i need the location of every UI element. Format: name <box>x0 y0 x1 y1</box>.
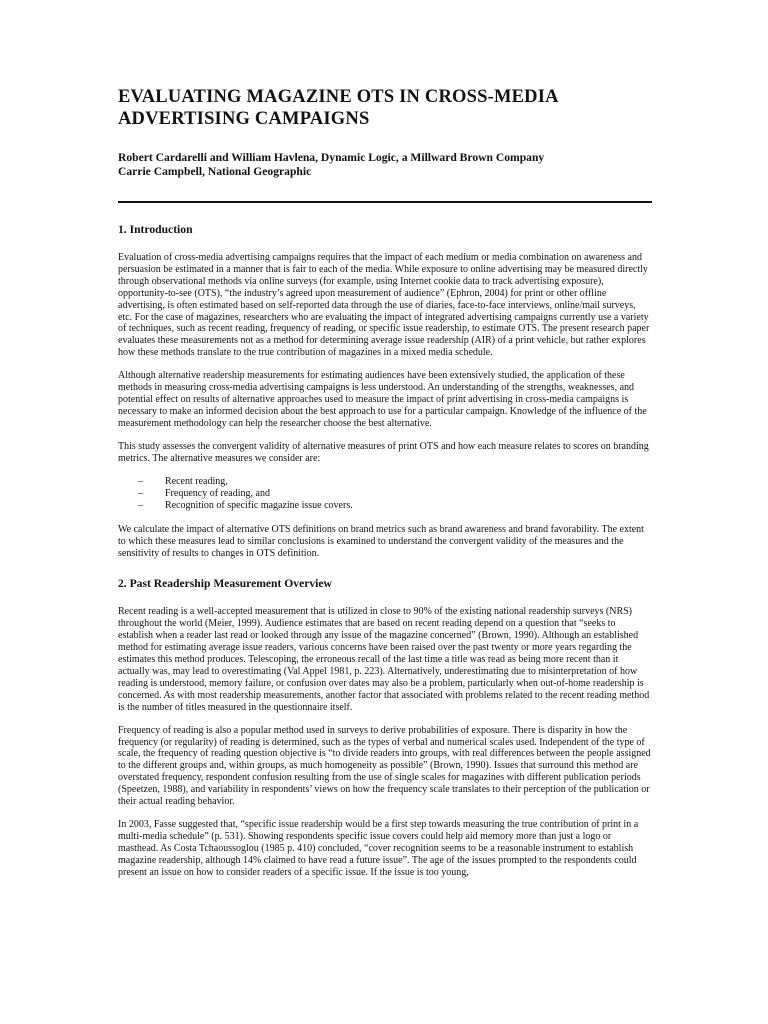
paragraph: We calculate the impact of alternative OTS definitions on brand metrics such as brand awareness and brand favorability. The extent to which these measures lead to similar conclusions is examined to understand the convergent validity of the measures and the sensitivity of results to changes in OTS definition. <box>118 523 644 559</box>
list-item-text: Recognition of specific magazine issue covers. <box>165 500 353 512</box>
title-line: ADVERTISING CAMPAIGNS <box>118 109 370 129</box>
title-line: EVALUATING MAGAZINE OTS IN CROSS-MEDIA <box>118 87 559 107</box>
paragraph: Frequency of reading is also a popular method used in surveys to derive probabilities of exposure. There is disparity in how the frequency (or regularity) of reading is determined, such as the types of verbal and numerical scales used. Independent of the type of scale, the frequency of reading question objective is “to divide readers into groups, with real differences between the people assigned to the different groups and, within groups, as much homogeneity as possible” (Brown, 1990). Issues that surround this method are overstated frequency, respondent confusion resulting from the use of single scales for magazines with different publication periods (Speetzen, 1988), and variability in respondents’ views on how the frequency scale translates to their perception of the publication or their actual reading behavior. <box>118 724 651 808</box>
list-item <box>118 500 652 512</box>
author-line: Carrie Campbell, National Geographic <box>118 165 312 178</box>
paragraph: In 2003, Fasse suggested that, “specific issue readership would be a first step towards measuring the true contribution of print in a multi-media schedule” (p. 531). Showing respondents specific issue covers could help aid memory more than just a logo or masthead. As Costa Tchaoussoglou (1985 p. 410) concluded, “cover recognition seems to be a reasonable instrument to establish magazine readership, although 14% claimed to have read a future issue”. The age of the issues prompted to the respondents could present an issue on how to consider readers of a specific issue. If the issue is too young, <box>118 818 639 878</box>
paragraph: Recent reading is a well-accepted measurement that is utilized in close to 90% of the existing national readership surveys (NRS) throughout the world (Meier, 1999). Audience estimates that are based on recent reading depend on a question that “seeks to establish when a reader last read or looked through any issue of the magazine concerned” (Brown, 1990). Although an established method for estimating average issue readers, various concerns have been raised over the past twenty or more years regarding the estimates this method produces. Telescoping, the erroneous recall of the last time a title was read as being more recent than it actually was, may lead to overestimating (Val Appel 1981, p. 223). Alternatively, underestimating due to misinterpretation of how reading is understood, memory failure, or confusion over dates may also be a problem, particularly when out-of-home readership is concerned. As with most readership measurements, another factor that associated with problems related to the recent reading method is the number of titles measured in the questionnaire itself. <box>118 606 650 713</box>
section-introduction <box>118 223 652 559</box>
list-item <box>118 476 652 488</box>
section-heading: 1. Introduction <box>118 223 193 236</box>
page-title <box>118 86 652 130</box>
dash-bullet: – <box>138 487 143 499</box>
author-line: Robert Cardarelli and William Havlena, Dynamic Logic, a Millward Brown Company <box>118 151 545 164</box>
dash-bullet: – <box>138 500 143 512</box>
section-heading: 2. Past Readership Measurement Overview <box>118 577 332 591</box>
paragraph: This study assesses the convergent validity of alternative measures of print OTS and how each measure relates to scores on branding metrics. The alternative measures we consider are: <box>118 440 649 464</box>
list-item-text: Frequency of reading, and <box>165 487 270 499</box>
list-item <box>118 488 652 500</box>
paragraph: Although alternative readership measurements for estimating audiences have been extensively studied, the application of these methods in measuring cross-media advertising campaigns is less understood. An understanding of the strengths, weaknesses, and potential effect on results of alternative approaches used to measure the impact of print advertising in cross-media campaigns is necessary to make an informed decision about the best approach to use for a particular campaign. Knowledge of the influence of the measurement methodology can help the researcher choose the best alternative. <box>118 370 647 429</box>
dash-bullet: – <box>138 475 143 487</box>
list-item-text: Recent reading, <box>165 475 228 487</box>
measures-list <box>118 476 652 513</box>
section-past-readership <box>118 577 652 878</box>
title-divider <box>118 201 652 203</box>
paragraph: Evaluation of cross-media advertising campaigns requires that the impact of each medium or media combination on awareness and persuasion be estimated in a manner that is fair to each of the media. While exposure to online advertising may be measured directly through observational methods via online surveys (for example, using Internet cookie data to track advertising exposure), opportunity-to-see (OTS), “the industry’s agreed upon measurement of audience” (Ephron, 2004) for print or other offline advertising, is often estimated based on self-reported data through the use of diaries, face-to-face interviews, online/mail surveys, etc. For the case of magazines, researchers who are evaluating the impact of integrated advertising campaigns currently use a variety of techniques, such as recent reading, frequency of reading, or specific issue readership, to estimate OTS. The present research paper evaluates these measurements not as a method for determining average issue readership (AIR) of a print vehicle, but rather explores how these methods translate to the true contribution of magazines in a mixed media schedule. <box>118 252 650 359</box>
author-block <box>118 151 652 179</box>
